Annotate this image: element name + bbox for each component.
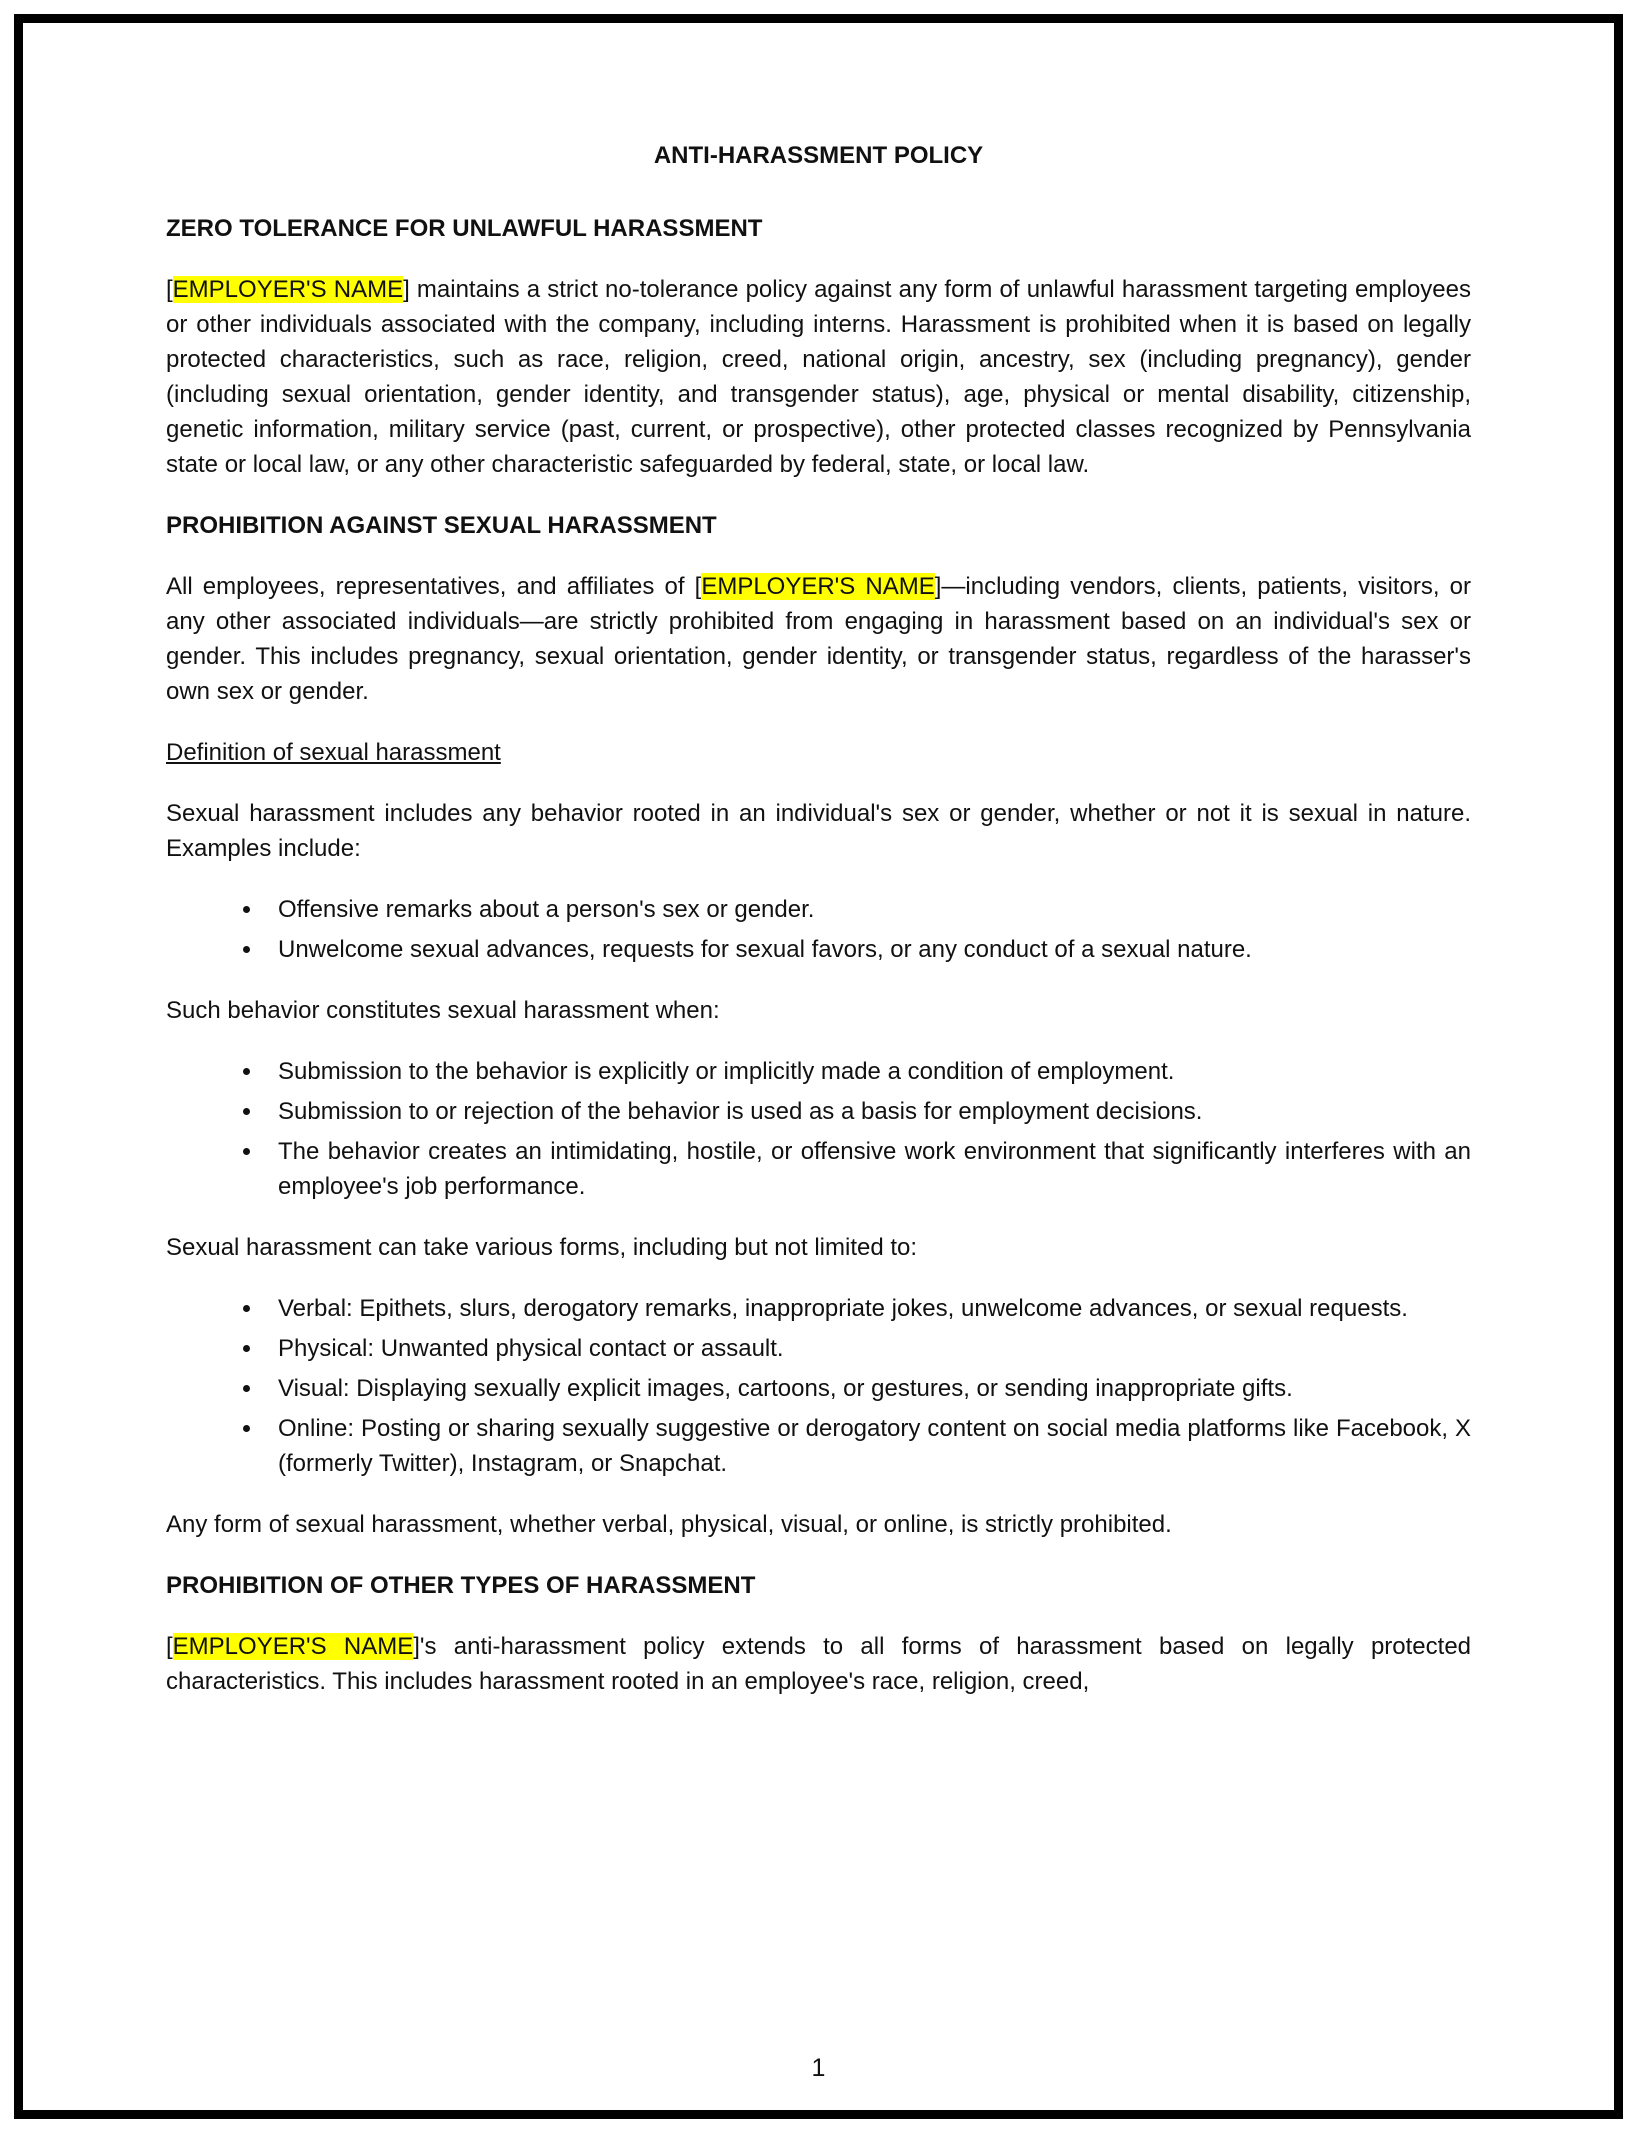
list-item: • Online: Posting or sharing sexually suggestive or derogatory content on social media platforms like Facebook, X (formerly Twitter), Instagram, or Snapchat. — [264, 1411, 1471, 1481]
list-item: • Submission to or rejection of the behavior is used as a basis for employment decisions. — [264, 1094, 1471, 1129]
list-item: • Verbal: Epithets, slurs, derogatory remarks, inappropriate jokes, unwelcome advances, or sexual requests. — [264, 1291, 1471, 1326]
sub-heading-definition: Definition of sexual harassment — [166, 739, 501, 766]
page-number: 1 — [811, 2054, 826, 2082]
list-item: • Offensive remarks about a person's sex or gender. — [264, 892, 1471, 927]
list-item: • Physical: Unwanted physical contact or assault. — [264, 1331, 1471, 1366]
list-item: • Submission to the behavior is explicitly or implicitly made a condition of employment. — [264, 1054, 1471, 1089]
section-heading-zero-tolerance: ZERO TOLERANCE FOR UNLAWFUL HARASSMENT — [166, 215, 763, 242]
paragraph-constitutes: Such behavior constitutes sexual harassment when: — [166, 997, 720, 1024]
bullet-list-forms — [166, 1291, 1471, 1481]
bullet-list-examples — [166, 892, 1471, 967]
section-heading-other-types: PROHIBITION OF OTHER TYPES OF HARASSMENT — [166, 1572, 756, 1599]
list-item: • The behavior creates an intimidating, hostile, or offensive work environment that significantly interferes with an employee's job performance. — [264, 1134, 1471, 1204]
paragraph-any-form: Any form of sexual harassment, whether verbal, physical, visual, or online, is strictly prohibited. — [166, 1511, 1172, 1538]
document-title: ANTI-HARASSMENT POLICY — [653, 142, 984, 169]
list-item: • Visual: Displaying sexually explicit images, cartoons, or gestures, or sending inappropriate gifts. — [264, 1371, 1471, 1406]
list-item: • Unwelcome sexual advances, requests for sexual favors, or any conduct of a sexual nature. — [264, 932, 1471, 967]
paragraph-sexual-harassment-intro: All employees, representatives, and affiliates of [EMPLOYER'S NAME]—including vendors, clients, patients, visitors, or any other associated individuals—are strictly prohibited from engaging in harassment based on an individual's sex or gender. This includes pregnancy, sexual orientation, gender identity, or transgender status, regardless of the harasser's own sex or gender. — [166, 573, 1471, 705]
document-content — [166, 138, 1471, 1725]
bullet-list-conditions — [166, 1054, 1471, 1204]
paragraph-other-types: [EMPLOYER'S NAME]'s anti-harassment policy extends to all forms of harassment based on legally protected characteristics. This includes harassment rooted in an employee's race, religion, creed, — [166, 1633, 1472, 1695]
paragraph-zero-tolerance: [EMPLOYER'S NAME] maintains a strict no-tolerance policy against any form of unlawful harassment targeting employees or other individuals associated with the company, including interns. Harassment is prohibited when it is based on legally protected characteristics, such as race, religion, creed, national origin, ancestry, sex (including pregnancy), gender (including sexual orientation, gender identity, and transgender status), age, physical or mental disability, citizenship, genetic information, military service (past, current, or prospective), other protected classes recognized by Pennsylvania state or local law, or any other characteristic safeguarded by federal, state, or local law. — [166, 276, 1472, 478]
paragraph-definition: Sexual harassment includes any behavior rooted in an individual's sex or gender, whether or not it is sexual in nature. Examples include: — [166, 800, 1471, 862]
section-heading-sexual-harassment: PROHIBITION AGAINST SEXUAL HARASSMENT — [166, 512, 717, 539]
paragraph-forms: Sexual harassment can take various forms, including but not limited to: — [166, 1234, 918, 1261]
